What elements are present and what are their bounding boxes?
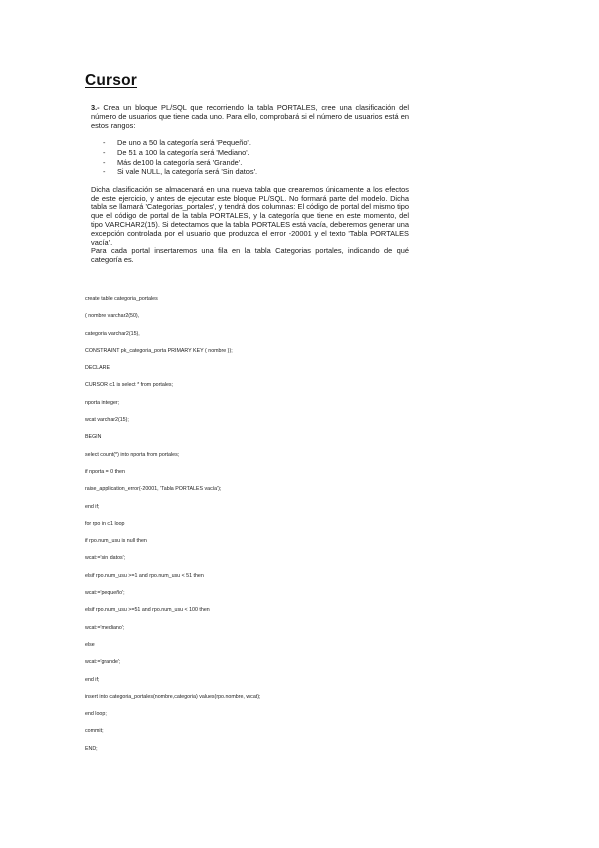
code-line: ( nombre varchar2(50), bbox=[85, 313, 140, 320]
exercise-number: 3.- bbox=[91, 103, 100, 112]
code-line: DECLARE bbox=[85, 365, 111, 372]
bullet-dash-icon: - bbox=[103, 138, 106, 148]
code-line: for rpo in c1 loop bbox=[85, 520, 125, 527]
range-item-text: Más de100 la categoría será 'Grande'. bbox=[117, 157, 243, 167]
code-line: wcat varchar2(15); bbox=[85, 417, 129, 424]
code-line: CURSOR c1 is select * from portales; bbox=[85, 382, 174, 389]
bullet-dash-icon: - bbox=[103, 147, 106, 157]
range-item bbox=[103, 158, 409, 168]
code-line: wcat:='mediano'; bbox=[85, 624, 125, 631]
range-list bbox=[91, 138, 409, 176]
code-line: if rpo.num_usu is null then bbox=[85, 538, 147, 545]
range-item-text: Si vale NULL, la categoría será 'Sin datos'. bbox=[117, 167, 258, 177]
code-line: select count(*) into nporta from portales; bbox=[85, 451, 180, 458]
code-line: end if; bbox=[85, 503, 100, 510]
code-line: BEGIN bbox=[85, 434, 102, 441]
page-title: Cursor bbox=[85, 72, 138, 89]
range-item bbox=[103, 148, 409, 158]
exercise-intro bbox=[91, 104, 409, 130]
code-line: wcat:='sin datos'; bbox=[85, 555, 126, 562]
code-line: commit; bbox=[85, 728, 104, 735]
code-listing bbox=[85, 296, 525, 763]
range-item bbox=[103, 167, 409, 177]
code-line: insert into categoria_portales(nombre,categoria) values(rpo.nombre, wcat); bbox=[85, 693, 261, 700]
range-item bbox=[103, 138, 409, 148]
code-line: end if; bbox=[85, 676, 100, 683]
exercise-paragraph-table: Dicha clasificación se almacenará en una nueva tabla que crearemos únicamente a los efectos de este ejercicio, y antes de ejecutar este bloque PL/SQL. No formará parte del modelo. Dicha tabla se llamará 'Categorias_portales', y tendrá dos columnas: El código de portal del mismo tipo que el código de portal de la tabla PORTALES, y la categoría que tiene en este momento, del tipo VARCHAR2(15). Si detectamos que la tabla PORTALES está vacía, deberemos generar una excepción controlada por el usuario que produzca el error -20001 y el texto 'Tabla PORTALES vacía'. bbox=[91, 184, 409, 247]
range-item-text: De 51 a 100 la categoría será 'Mediano'. bbox=[117, 147, 250, 157]
code-line: elsif rpo.num_usu >=1 and rpo.num_usu < 51 then bbox=[85, 572, 204, 579]
exercise-intro-text: Crea un bloque PL/SQL que recorriendo la tabla PORTALES, cree una clasificación del número de usuarios que tiene cada uno. Para ello, comprobará si el número de usuarios está en estos rangos: bbox=[91, 103, 409, 130]
code-line: create table categoria_portales bbox=[85, 296, 158, 302]
code-line: nporta integer; bbox=[85, 399, 120, 406]
code-line: else bbox=[85, 641, 95, 648]
exercise-statement bbox=[91, 104, 409, 265]
bullet-dash-icon: - bbox=[103, 157, 106, 167]
code-line: elsif rpo.num_usu >=51 and rpo.num_usu < 100 then bbox=[85, 607, 210, 614]
bullet-dash-icon: - bbox=[103, 167, 106, 177]
code-line: categoria varchar2(15), bbox=[85, 330, 140, 337]
code-line: raise_application_error(-20001, 'Tabla PORTALES vacía'); bbox=[85, 486, 222, 493]
range-item-text: De uno a 50 la categoría será 'Pequeño'. bbox=[117, 138, 251, 148]
code-line: end loop; bbox=[85, 711, 107, 718]
code-line: if nporta = 0 then bbox=[85, 468, 125, 475]
code-line: END; bbox=[85, 745, 98, 752]
code-line: wcat:='grande'; bbox=[85, 659, 121, 666]
code-line: wcat:='pequeño'; bbox=[85, 590, 125, 597]
code-line: CONSTRAINT pk_categoria_porta PRIMARY KEY ( nombre )); bbox=[85, 347, 233, 354]
exercise-paragraph-insert: Para cada portal insertaremos una fila en la tabla Categorias portales, indicando de qué categoría es. bbox=[91, 246, 409, 265]
